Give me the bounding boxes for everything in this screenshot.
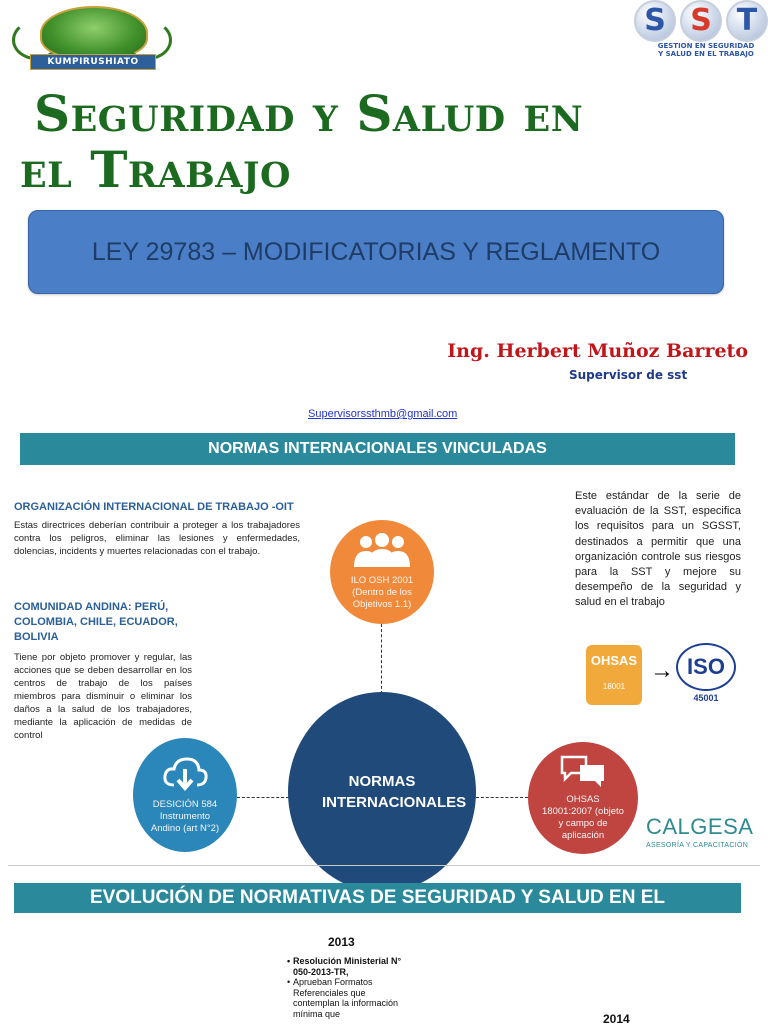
main-circle-caption: NORMAS INTERNACIONALES [322, 773, 467, 811]
sst-letter-3: T [726, 0, 768, 42]
connector-left [237, 797, 289, 798]
normas-bar-title: NORMAS INTERNACIONALES VINCULADAS [20, 433, 735, 465]
iso-logo-number: 45001 [693, 693, 719, 703]
oit-block [14, 500, 300, 558]
ohsas-circle [528, 742, 638, 854]
decision-circle [133, 738, 237, 852]
ohsas-circle-caption: OHSAS 18001:2007 (objeto y campo de aplicación [542, 794, 624, 841]
logo-banner-text: KUMPIRUSHIATO [30, 54, 156, 70]
sst-logo [628, 0, 758, 62]
evolution-bar-title: EVOLUCIÓN DE NORMATIVAS DE SEGURIDAD Y SALUD EN EL [14, 883, 741, 913]
list-item: • Resolución Ministerial N° 050-2013-TR, [287, 956, 407, 977]
author-name: Ing. Herbert Muñoz Barreto [447, 340, 748, 362]
section-divider [8, 865, 760, 866]
sst-letter-2: S [680, 0, 722, 42]
author-email-link[interactable]: Supervisorssthmb@gmail.com [308, 408, 458, 420]
cloud-download-icon [162, 755, 208, 795]
ohsas-18001-logo [586, 645, 642, 705]
title-line-1: Seguridad y Salud en [34, 84, 584, 143]
ohsas-logo-number: 18001 [602, 682, 626, 691]
oit-heading: ORGANIZACIÓN INTERNACIONAL DE TRABAJO -OIT [14, 501, 294, 513]
year-2014-label: 2014 [603, 1012, 630, 1026]
law-subtitle-box: LEY 29783 – MODIFICATORIAS Y REGLAMENTO [28, 210, 724, 294]
people-group-icon [350, 533, 414, 569]
chat-bubbles-icon [559, 754, 607, 788]
connector-top [381, 624, 382, 694]
list-item: • Aprueban Formatos Referenciales que contemplan la información mínima que [287, 977, 407, 1019]
sst-letter-1: S [634, 0, 676, 42]
ohsas-logo-name: OHSAS [590, 653, 638, 668]
ilo-circle [330, 520, 434, 624]
comunidad-andina-block [14, 600, 194, 742]
main-normas-circle [288, 692, 476, 892]
oit-text: Estas directrices deberían contribuir a proteger a los trabajadores contra los peligros, eliminar las lesiones y enfermedades, dolencias, incidents y muertes relacionadas con el trabajo. [14, 520, 300, 557]
calgesa-logo: CALGESA [646, 814, 754, 839]
iso-logo-name: ISO [676, 643, 736, 691]
kumpirushiato-logo [12, 2, 172, 70]
can-text: Tiene por objeto promover y regular, las acciones que se deben desarrollar en los centros de trabajo de los países miembros para disminuir o eliminar los daños a la salud de los trabajadores, mediante la aplicación de medidas de control [14, 652, 192, 741]
year-2013-label: 2013 [328, 935, 355, 949]
page-title [20, 86, 740, 198]
arrow-right-icon: → [650, 657, 674, 684]
author-role: Supervisor de sst [569, 368, 688, 382]
calgesa-tagline: ASESORÍA Y CAPACITACIÓN [646, 842, 749, 849]
connector-right [476, 797, 528, 798]
can-heading: COMUNIDAD ANDINA: PERÚ, COLOMBIA, CHILE, ECUADOR, BOLIVIA [14, 601, 178, 643]
decision-circle-caption: DESICIÓN 584 Instrumento Andino (art N°2) [150, 799, 220, 834]
standard-description: Este estándar de la serie de evaluación de la SST, especifica los requisitos para un SGSST, destinados a permitir que una organización controle sus riesgos para la SST y mejore su desempeño de la seguridad y salud en el trabajo [575, 490, 741, 609]
evolution-item-list [287, 956, 407, 1019]
title-line-2: el Trabajo [20, 140, 291, 199]
ilo-circle-caption: ILO OSH 2001 (Dentro de los Objetivos 1.1) [350, 575, 414, 610]
iso-45001-logo [676, 643, 736, 707]
sst-tagline: GESTION EN SEGURIDAD Y SALUD EN EL TRABAJO [657, 42, 755, 58]
